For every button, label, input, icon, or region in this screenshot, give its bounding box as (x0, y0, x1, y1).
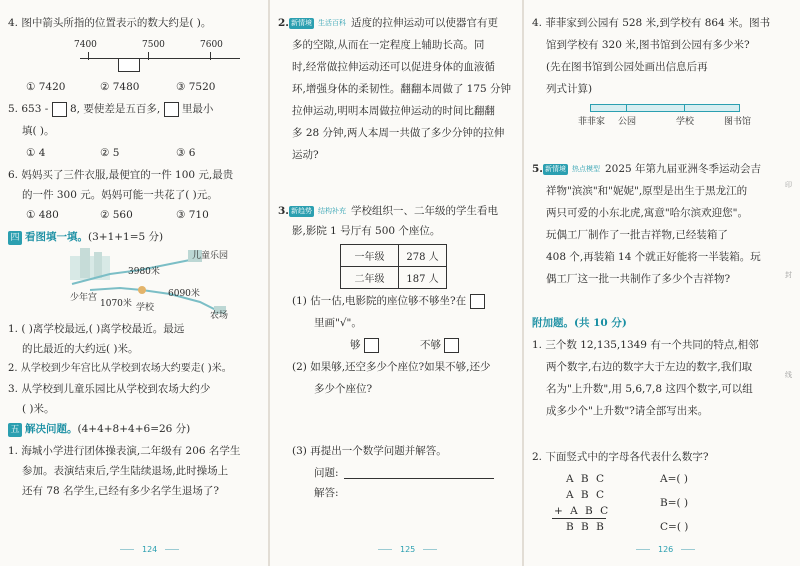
problem-1-line1: 1. 海城小学进行团体操表演,二年级有 206 名学生 (8, 445, 241, 457)
q5-option-1: ① 4 (26, 147, 46, 159)
tag-life: 生活百科 (317, 18, 346, 27)
label-home: 菲菲家 (578, 117, 606, 127)
answer-b[interactable]: B=( ) (660, 497, 689, 509)
problem-2-line5: 拉伸运动,明明本周做拉伸运动的时间比翻翻 (292, 105, 495, 117)
extra-2: 2. 下面竖式中的字母各代表什么数字? (532, 451, 709, 463)
school-icon (138, 286, 146, 294)
problem-2-line3: 时,经常做拉伸运动还可以促进身体的血液循 (292, 61, 495, 73)
label-farm: 农场 (210, 311, 229, 321)
q6-line1: 6. 妈妈买了三件衣服,最便宜的一件 100 元,最贵 (8, 169, 234, 181)
table-row (341, 245, 447, 267)
label-palace: 少年宫 (70, 293, 98, 303)
page-125 (270, 0, 522, 566)
page-number-125: 125 (370, 545, 445, 554)
sub-1-line2: 里画"√"。 (314, 317, 362, 329)
q6-option-3: ③ 710 (176, 209, 209, 221)
problem-2-line6: 多 28 分钟,两人本周一共做了多少分钟的拉伸 (292, 127, 505, 139)
extra-heading: 附加题。(共 10 分) (532, 317, 627, 329)
fill-1-line2: 的比最近的大约远( )米。 (22, 343, 139, 355)
sub-2-line2: 多少个座位? (314, 383, 373, 395)
tag-new-context-2: 新情境 (544, 164, 566, 173)
label-school-line: 学校 (676, 117, 695, 127)
q5-line1: 5. 653 - 8, 要使差是五百多, 里最小 (8, 103, 214, 115)
answer-c[interactable]: C=( ) (660, 521, 689, 533)
problem-5-line5: 408 个,再装箱 14 个就正好能将一半装箱。玩 (546, 251, 761, 263)
tick-7400: 7400 (74, 40, 97, 50)
problem-5-line2: 祥物"滨滨"和"妮妮",原型是出生于黑龙江的 (546, 185, 748, 197)
label-3980: 3980米 (128, 267, 160, 277)
problem-1-line2: 参加。表演结束后,学生陆续退场,此时操场上 (22, 465, 229, 477)
vertical-row-2: A B C (566, 489, 607, 501)
problem-2-line1: 2. 新情境 生活百科 适度的拉伸运动可以使器官有更 (278, 17, 498, 29)
distance-line (590, 104, 740, 112)
fill-3-line1: 3. 从学校到儿童乐园比从学校到农场大约少 (8, 383, 211, 395)
q6-option-2: ② 560 (100, 209, 133, 221)
section-5-heading: 五 解决问题。(4+4+8+4+6=26 分) (8, 418, 190, 440)
problem-4-line4: 列式计算) (546, 83, 593, 95)
q4-option-3: ③ 7520 (176, 81, 216, 93)
number-line (74, 40, 240, 74)
label-6090: 6090米 (168, 289, 200, 299)
problem-2-line4: 环,增强身体的柔韧性。翻翻本周做了 175 分钟 (292, 83, 512, 95)
problem-4-line1: 4. 菲菲家到公园有 528 米,到学校有 864 米。图书 (532, 17, 771, 29)
road-to-palace (90, 288, 142, 290)
table-row (341, 267, 447, 289)
problem-4-line2: 馆到学校有 320 米,图书馆到公园有多少米? (546, 39, 750, 51)
tag-hot: 热点模型 (571, 164, 600, 173)
problem-4-line3: (先在图书馆到公园处画出信息后再 (546, 61, 708, 73)
sub-3: (3) 再提出一个数学问题并解答。 (292, 445, 447, 457)
tag-new-context: 新情境 (290, 18, 312, 27)
side-mark-3: 线 (785, 371, 792, 379)
side-mark-2: 封 (785, 271, 792, 279)
option-enough: 够 (350, 334, 379, 356)
question-answer-line[interactable] (344, 478, 494, 479)
page-124 (0, 0, 268, 566)
label-park: 儿童乐园 (192, 251, 229, 261)
problem-5-line1: 5. 新情境 热点模型 2025 年第九届亚洲冬季运动会吉 (532, 163, 762, 175)
q5-option-3: ③ 6 (176, 147, 196, 159)
label-1070: 1070米 (100, 299, 132, 309)
q4-option-1: ① 7420 (26, 81, 66, 93)
fill-2: 2. 从学校到少年宫比从学校到农场大约要走( )米。 (8, 363, 232, 374)
problem-2-line2: 多的空隙,从而在一定程度上辅助长高。同 (292, 39, 485, 51)
option-not-enough: 不够 (420, 334, 459, 356)
table-cell: 二年级 (341, 267, 399, 289)
vertical-row-4: B B B (566, 521, 606, 533)
question-label: 问题: (314, 467, 339, 479)
extra-1-line1: 1. 三个数 12,135,1349 有一个共同的特点,相邻 (532, 339, 759, 351)
vertical-row-3: + A B C (554, 505, 611, 517)
problem-5-line4: 玩偶工厂制作了一批吉祥物,已经装箱了 (546, 229, 728, 241)
page-126 (524, 0, 800, 566)
enough-checkbox[interactable] (364, 338, 379, 353)
table-cell: 一年级 (341, 245, 399, 267)
answer-box[interactable] (470, 294, 485, 309)
fill-3-line2: ( )米。 (22, 403, 55, 415)
q6-option-1: ① 480 (26, 209, 59, 221)
students-table (340, 244, 447, 289)
table-cell: 278 人 (399, 245, 447, 267)
sub-2-line1: (2) 如果够,还空多少个座位?如果不够,还少 (292, 361, 491, 373)
arrow-box (118, 58, 140, 72)
side-mark-1: 印 (785, 181, 792, 189)
label-library: 图书馆 (724, 117, 752, 127)
problem-5-line3: 两只可爱的小东北虎,寓意"哈尔滨欢迎您"。 (546, 207, 748, 219)
label-school: 学校 (136, 303, 155, 313)
q6-line2: 的一件 300 元。妈妈可能一共花了( )元。 (22, 189, 218, 201)
q4-text: 4. 图中箭头所指的位置表示的数大约是( )。 (8, 17, 212, 29)
extra-1-line2: 两个数字,右边的数字大于左边的数字,我们取 (546, 361, 753, 373)
problem-3-line1: 3. 新趋势 结构补充 学校组织一、二年级的学生看电 (278, 205, 498, 217)
tag-structure: 结构补充 (317, 206, 346, 215)
answer-label: 解答: (314, 487, 339, 499)
page-number-126: 126 (628, 545, 703, 554)
sub-1-line1: (1) 估一估,电影院的座位够不够坐?在 (292, 290, 485, 312)
q5-line2: 填( )。 (22, 125, 55, 137)
q5-option-2: ② 5 (100, 147, 120, 159)
section-4-icon: 四 (8, 231, 22, 245)
q5-blank-box-2[interactable] (164, 102, 179, 117)
tick-7600: 7600 (200, 40, 223, 50)
section-5-icon: 五 (8, 423, 22, 437)
tag-new-trend: 新趋势 (290, 206, 312, 215)
vertical-row-1: A B C (566, 473, 607, 485)
fill-1-line1: 1. ( )离学校最远,( )离学校最近。最远 (8, 323, 185, 335)
problem-3-line2: 影,影院 1 号厅有 500 个座位。 (292, 225, 441, 237)
tick-7500: 7500 (142, 40, 165, 50)
table-cell: 187 人 (399, 267, 447, 289)
answer-a[interactable]: A=( ) (660, 473, 688, 485)
section-4-heading: 四 看图填一填。(3+1+1=5 分) (8, 226, 163, 248)
extra-1-line3: 名为"上升数",用 5,6,7,8 这四个数字,可以组 (546, 383, 753, 395)
label-park-line: 公园 (618, 117, 637, 127)
q5-blank-box[interactable] (52, 102, 67, 117)
problem-5-line6: 偶工厂这一批一共制作了多少个吉祥物? (546, 273, 731, 285)
page-number-124: 124 (112, 545, 187, 554)
extra-1-line4: 成多少个"上升数"?请全部写出来。 (546, 405, 709, 417)
problem-1-line3: 还有 78 名学生,已经有多少名学生退场了? (22, 485, 220, 497)
problem-2-line7: 运动? (292, 149, 319, 161)
not-enough-checkbox[interactable] (444, 338, 459, 353)
q4-option-2: ② 7480 (100, 81, 140, 93)
